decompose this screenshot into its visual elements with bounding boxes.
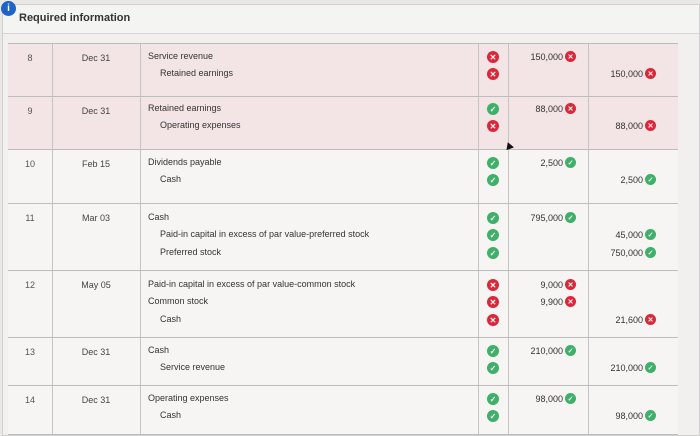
account-name[interactable]: Operating expenses	[148, 393, 229, 403]
debit-amount[interactable]	[535, 103, 576, 114]
entry-date[interactable]: Mar 03	[81, 213, 110, 223]
error-x-icon: ✕	[565, 103, 576, 114]
credit-amount[interactable]	[610, 247, 656, 258]
error-x-icon: ✕	[487, 120, 499, 132]
account-name[interactable]: Service revenue	[148, 51, 214, 61]
entry-number: 10	[24, 159, 35, 169]
entry-date[interactable]: May 05	[81, 280, 111, 290]
credit-amount[interactable]	[615, 314, 656, 325]
journal-line	[8, 171, 678, 189]
credit-amount[interactable]	[615, 229, 656, 240]
entry-number: 11	[25, 213, 35, 223]
credit-value: 2,500	[620, 174, 643, 185]
journal-line	[8, 293, 678, 311]
account-name[interactable]: Paid-in capital in excess of par value-preferred stock	[160, 229, 370, 239]
required-info-panel	[2, 4, 700, 436]
credit-amount[interactable]	[615, 120, 656, 131]
check-icon: ✓	[487, 103, 499, 115]
info-icon: i	[1, 1, 16, 16]
error-x-icon: ✕	[565, 51, 576, 62]
journal-row	[8, 338, 678, 386]
credit-amount[interactable]	[615, 410, 656, 421]
credit-amount[interactable]	[620, 174, 656, 185]
account-name[interactable]: Cash	[160, 410, 182, 420]
check-icon: ✓	[487, 229, 499, 241]
entry-number: 12	[24, 280, 35, 290]
entry-number: 14	[24, 395, 35, 405]
error-x-icon: ✕	[487, 296, 499, 308]
journal-table	[8, 43, 678, 435]
check-icon: ✓	[487, 174, 499, 186]
check-icon: ✓	[645, 229, 656, 240]
account-name[interactable]: Retained earnings	[160, 68, 234, 78]
credit-value: 150,000	[610, 68, 643, 79]
journal-row	[8, 386, 678, 435]
account-name[interactable]: Preferred stock	[160, 247, 222, 257]
account-name[interactable]: Cash	[160, 174, 182, 184]
debit-value: 2,500	[540, 157, 563, 168]
account-name[interactable]: Cash	[148, 345, 170, 355]
check-icon: ✓	[487, 212, 499, 224]
check-icon: ✓	[565, 345, 576, 356]
journal-line	[8, 65, 678, 83]
account-name[interactable]: Paid-in capital in excess of par value-common stock	[148, 279, 356, 289]
account-name[interactable]: Dividends payable	[148, 157, 222, 167]
journal-line	[8, 276, 678, 294]
check-icon: ✓	[645, 410, 656, 421]
debit-value: 9,900	[540, 296, 563, 307]
credit-value: 750,000	[610, 247, 643, 258]
debit-amount[interactable]	[530, 345, 576, 356]
error-x-icon: ✕	[565, 296, 576, 307]
entry-number: 13	[24, 347, 35, 357]
error-x-icon: ✕	[645, 120, 656, 131]
entry-date[interactable]: Dec 31	[81, 53, 111, 63]
debit-amount[interactable]	[530, 51, 576, 62]
entry-date[interactable]: Feb 15	[81, 159, 111, 169]
journal-line	[8, 209, 678, 227]
panel-header	[3, 5, 699, 34]
journal-line	[8, 100, 678, 118]
check-icon: ✓	[565, 212, 576, 223]
error-x-icon: ✕	[487, 314, 499, 326]
journal-line	[8, 154, 678, 172]
journal-row	[8, 44, 678, 97]
check-icon: ✓	[565, 393, 576, 404]
debit-value: 98,000	[535, 393, 563, 404]
account-name[interactable]: Cash	[160, 314, 182, 324]
journal-line	[8, 226, 678, 244]
check-icon: ✓	[487, 247, 499, 259]
credit-amount[interactable]	[610, 68, 656, 79]
debit-amount[interactable]	[540, 296, 576, 307]
journal-line	[8, 390, 678, 408]
entry-date[interactable]: Dec 31	[81, 106, 111, 116]
journal-line	[8, 311, 678, 329]
debit-amount[interactable]	[535, 393, 576, 404]
account-name[interactable]: Retained earnings	[148, 103, 222, 113]
error-x-icon: ✕	[565, 279, 576, 290]
journal-row	[8, 271, 678, 338]
check-icon: ✓	[565, 157, 576, 168]
account-name[interactable]: Cash	[148, 212, 170, 222]
check-icon: ✓	[487, 345, 499, 357]
error-x-icon: ✕	[645, 68, 656, 79]
entry-number: 9	[27, 106, 33, 116]
check-icon: ✓	[487, 393, 499, 405]
journal-line	[8, 117, 678, 135]
check-icon: ✓	[645, 362, 656, 373]
debit-value: 88,000	[535, 103, 563, 114]
journal-row	[8, 150, 678, 204]
credit-amount[interactable]	[610, 362, 656, 373]
debit-amount[interactable]	[530, 212, 576, 223]
credit-value: 45,000	[615, 229, 643, 240]
debit-amount[interactable]	[540, 279, 576, 290]
entry-date[interactable]: Dec 31	[81, 395, 111, 405]
check-icon: ✓	[645, 247, 656, 258]
debit-value: 150,000	[530, 51, 563, 62]
check-icon: ✓	[487, 410, 499, 422]
credit-value: 21,600	[615, 314, 643, 325]
journal-line	[8, 359, 678, 377]
debit-value: 9,000	[540, 279, 563, 290]
debit-value: 210,000	[530, 345, 563, 356]
journal-line	[8, 48, 678, 66]
journal-row	[8, 204, 678, 271]
account-name[interactable]: Operating expenses	[160, 120, 241, 130]
check-icon: ✓	[487, 157, 499, 169]
debit-value: 795,000	[530, 212, 563, 223]
debit-amount[interactable]	[540, 157, 576, 168]
account-name[interactable]: Common stock	[148, 296, 209, 306]
credit-value: 98,000	[615, 410, 643, 421]
journal-line	[8, 407, 678, 425]
error-x-icon: ✕	[487, 68, 499, 80]
credit-value: 210,000	[610, 362, 643, 373]
entry-date[interactable]: Dec 31	[81, 347, 111, 357]
check-icon: ✓	[487, 362, 499, 374]
account-name[interactable]: Service revenue	[160, 362, 226, 372]
error-x-icon: ✕	[487, 51, 499, 63]
entry-number: 8	[27, 53, 33, 63]
error-x-icon: ✕	[487, 279, 499, 291]
check-icon: ✓	[645, 174, 656, 185]
panel-title: Required information	[19, 12, 131, 24]
journal-line	[8, 244, 678, 262]
journal-row	[8, 97, 678, 150]
journal-line	[8, 342, 678, 360]
error-x-icon: ✕	[645, 314, 656, 325]
credit-value: 88,000	[615, 120, 643, 131]
